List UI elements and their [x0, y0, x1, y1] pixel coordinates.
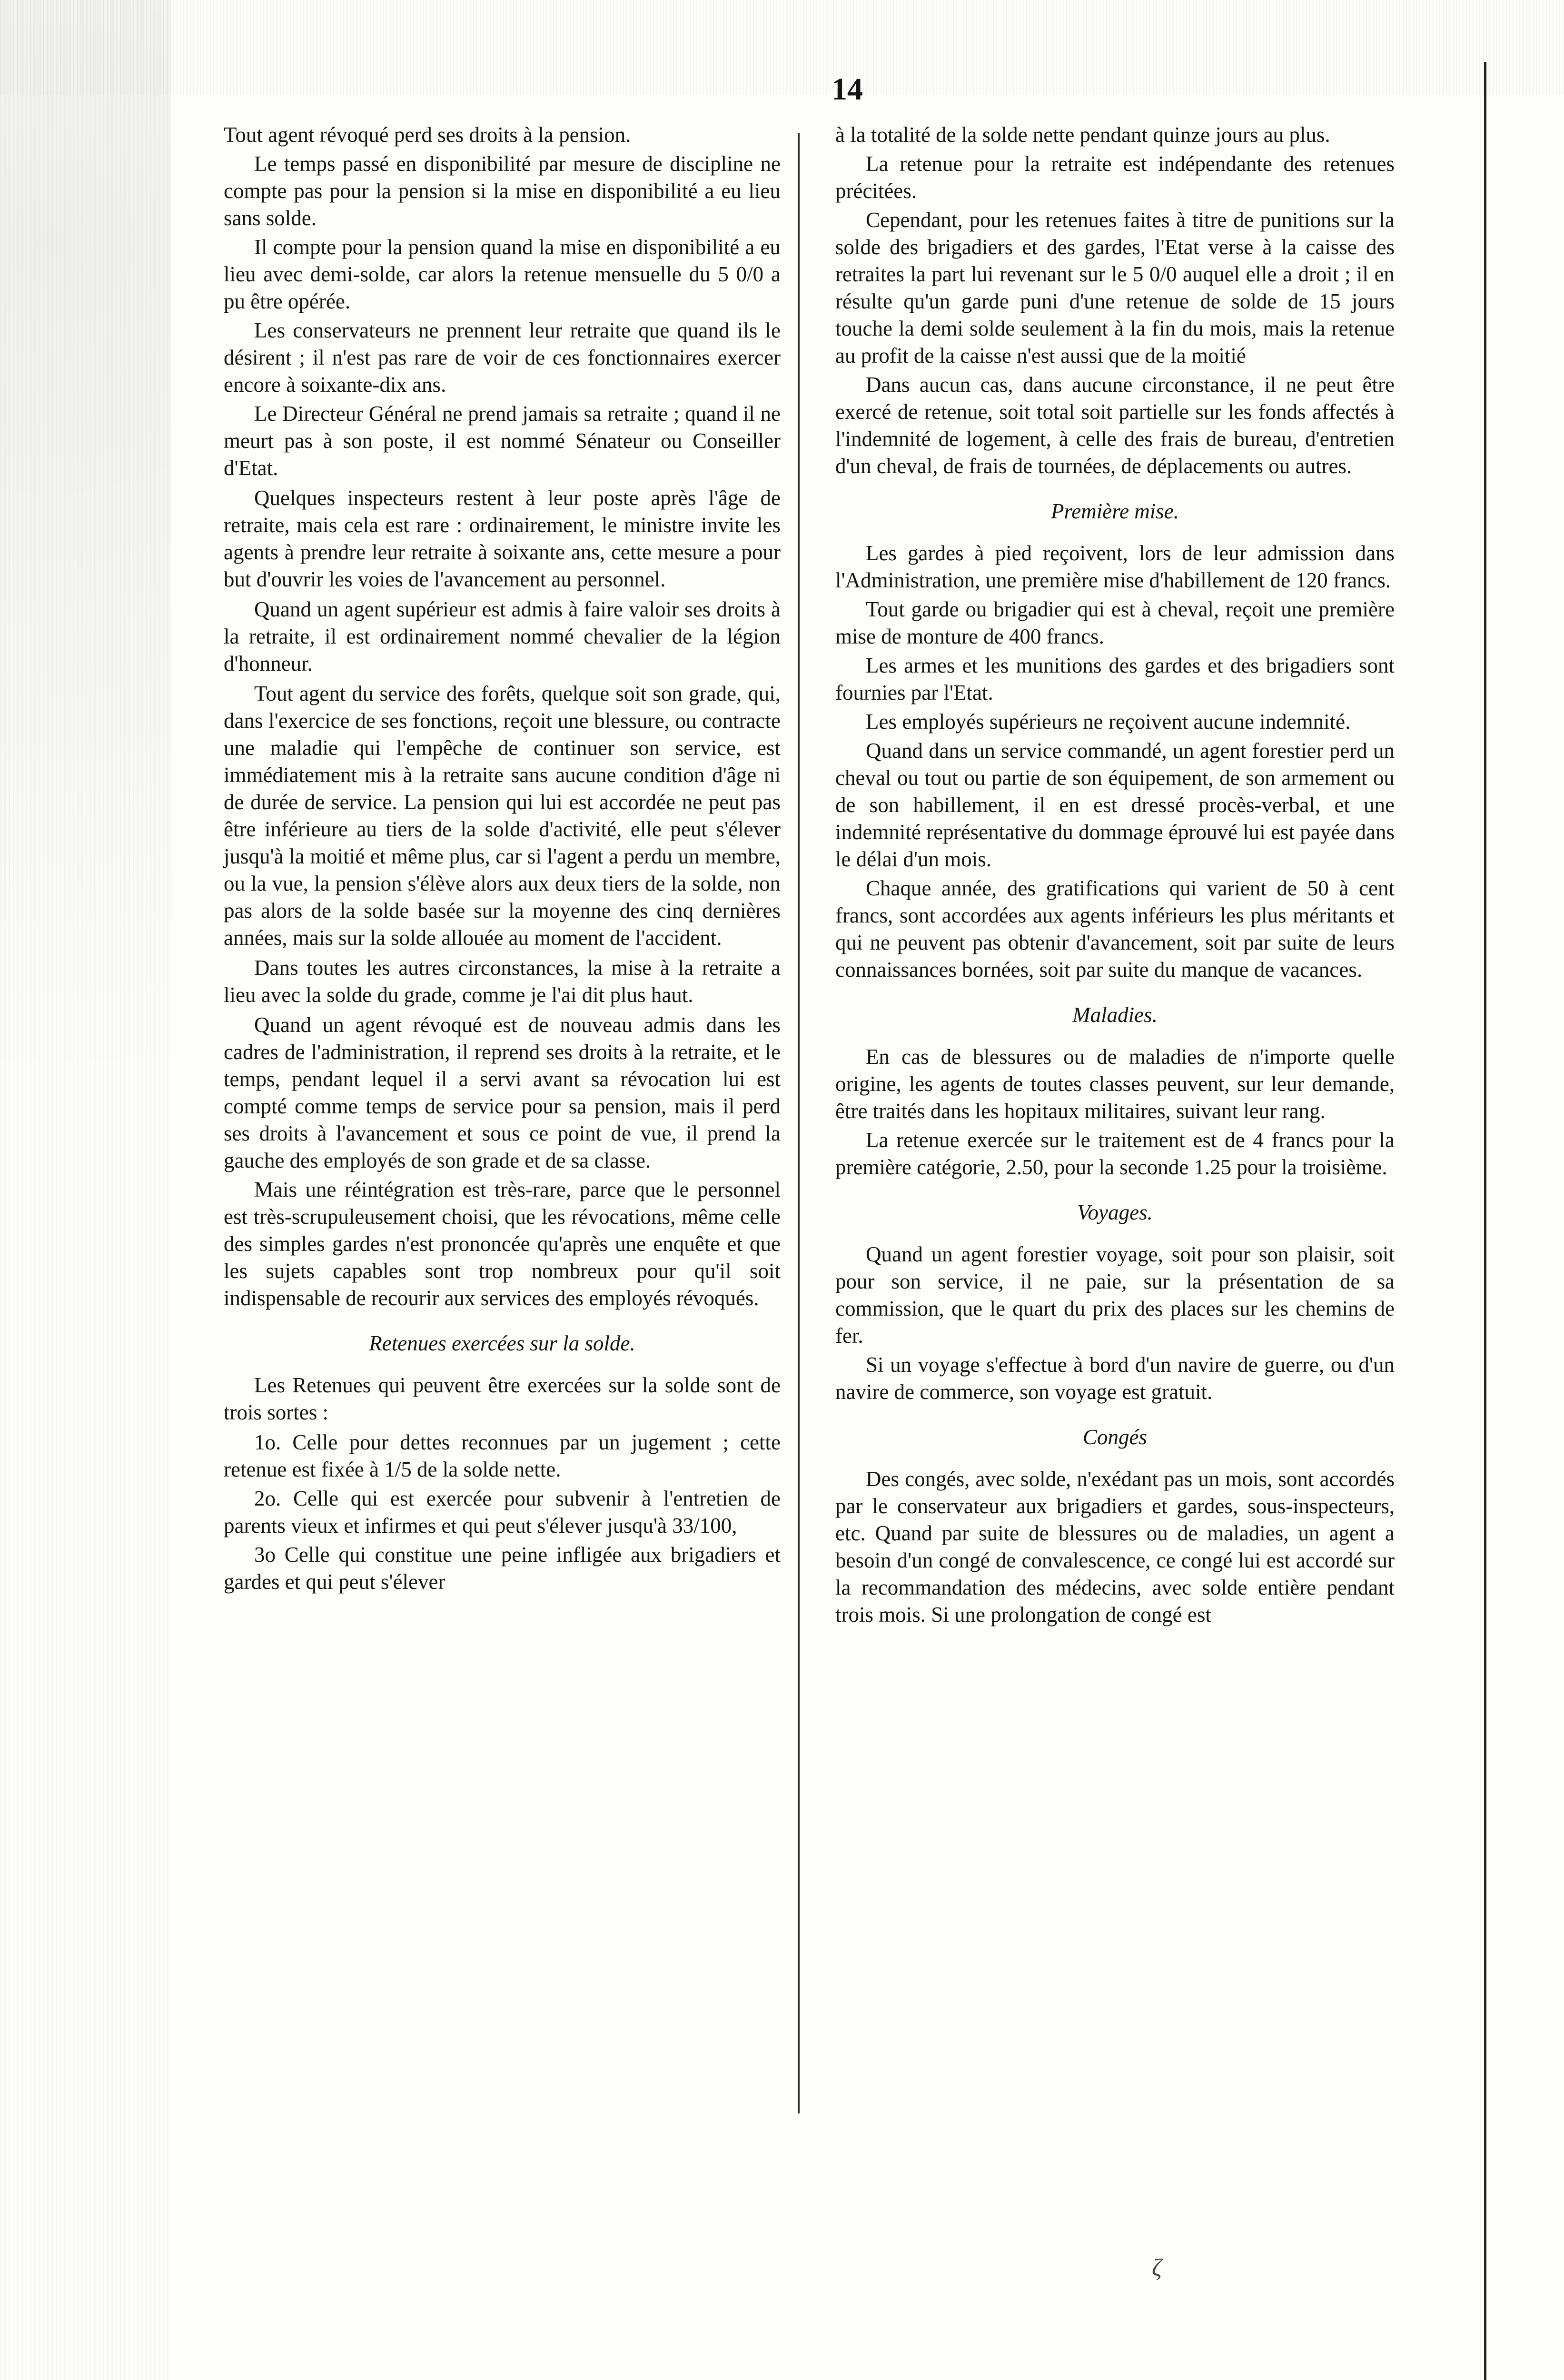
section-heading-maladies: Maladies.: [1072, 1003, 1158, 1027]
paragraph: Quelques inspecteurs restent à leur poste après l'âge de retraite, mais cela est rare : ordinairement, le ministre invite les agents à prendre leur retraite à soixante ans, cette mesure a pour but d'ouvrir les voies de l'avancement au personnel.: [224, 486, 781, 591]
paragraph: Le temps passé en disponibilité par mesure de discipline ne compte pas pour la pension si la mise en disponibilité a eu lieu sans solde.: [224, 152, 781, 230]
paragraph: Tout agent révoqué perd ses droits à la pension.: [224, 123, 631, 147]
paragraph: Les armes et les munitions des gardes et des brigadiers sont fournies par l'Etat.: [835, 654, 1395, 704]
paragraph: Les employés supérieurs ne reçoivent aucune indemnité.: [866, 710, 1351, 734]
paragraph: Les gardes à pied reçoivent, lors de leur admission dans l'Administration, une première mise d'habillement de 120 francs.: [835, 541, 1395, 592]
paragraph: La retenue pour la retraite est indépendante des retenues précitées.: [835, 152, 1395, 203]
left-column: [224, 121, 781, 1597]
pencil-mark: ζ: [1152, 2254, 1162, 2281]
paragraph: Des congés, avec solde, n'exédant pas un mois, sont accordés par le conservateur aux brigadiers et gardes, sous-inspecteurs, etc. Quand par suite de blessures ou de maladies, un agent a besoin d'un congé de convalescence, ce congé lui est accordé sur la recommandation des médecins, avec solde entière pendant trois mois. Si une prolongation de congé est: [835, 1467, 1395, 1626]
paragraph: La retenue exercée sur le traitement est de 4 francs pour la première catégorie, 2.50, pour la seconde 1.25 pour la troisième.: [835, 1128, 1395, 1179]
paragraph: Tout garde ou brigadier qui est à cheval, reçoit une première mise de monture de 400 francs.: [835, 597, 1395, 648]
paragraph: En cas de blessures ou de maladies de n'importe quelle origine, les agents de toutes classes peuvent, sur leur demande, être traités dans les hopitaux militaires, suivant leur rang.: [835, 1045, 1395, 1123]
paragraph: Les conservateurs ne prennent leur retraite que quand ils le désirent ; il n'est pas rare de voir de ces fonctionnaires exercer encore à soixante-dix ans.: [224, 318, 781, 397]
paragraph: Quand dans un service commandé, un agent forestier perd un cheval ou tout ou partie de son équipement, de son armement ou de son habillement, il en est dressé procès-verbal, et une indemnité représentative du dommage éprouvé lui est payée dans le délai d'un mois.: [835, 739, 1395, 871]
paragraph: Mais une réintégration est très-rare, parce que le personnel est très-scrupuleusement choisi, que les révocations, même celle des simples gardes n'est prononcée qu'après une enquête et que les sujets capables sont trop nombreux pour qu'il soit indispensable de recourir aux services des employés révoqués.: [224, 1178, 781, 1310]
section-heading-conges: Congés: [1083, 1425, 1147, 1449]
list-item: 1o. Celle pour dettes reconnues par un jugement ; cette retenue est fixée à 1/5 de la solde nette.: [224, 1430, 781, 1481]
list-item: 2o. Celle qui est exercée pour subvenir à l'entretien de parents vieux et infirmes et qui peut s'élever jusqu'à 33/100,: [224, 1487, 781, 1537]
paragraph: Il compte pour la pension quand la mise en disponibilité a eu lieu avec demi-solde, car alors la retenue mensuelle du 5 0/0 a pu être opérée.: [224, 235, 781, 313]
paragraph: Quand un agent supérieur est admis à faire valoir ses droits à la retraite, il est ordinairement nommé chevalier de la légion d'honneur.: [224, 597, 781, 675]
paragraph: Dans aucun cas, dans aucune circonstance, il ne peut être exercé de retenue, soit total soit partielle sur les fonds affectés à l'indemnité de logement, à celle des frais de bureau, d'entretien d'un cheval, de frais de tournées, de déplacements ou autres.: [835, 373, 1395, 478]
paragraph: Quand un agent forestier voyage, soit pour son plaisir, soit pour son service, il ne paie, sur la présentation de sa commission, que le quart du prix des places sur les chemins de fer.: [835, 1242, 1395, 1348]
paragraph: Chaque année, des gratifications qui varient de 50 à cent francs, sont accordées aux agents inférieurs les plus méritants et qui ne peuvent pas obtenir d'avancement, soit par suite de leurs connaissances bornées, soit par suite du manque de vacances.: [835, 876, 1395, 982]
scan-noise-top: [0, 0, 1564, 95]
column-divider: [798, 133, 800, 2113]
paragraph: Cependant, pour les retenues faites à titre de punitions sur la solde des brigadiers et des gardes, l'Etat verse à la caisse des retraites la part lui revenant sur le 5 0/0 auquel elle a droit ; il en résulte qu'un garde puni d'une retenue de solde de 15 jours touche la demi solde seulement à la fin du mois, mais la retenue au profit de la caisse n'est aussi que de la moitié: [835, 208, 1395, 367]
paragraph: Quand un agent révoqué est de nouveau admis dans les cadres de l'administration, il reprend ses droits à la retraite, et le temps, pendant lequel il a servi avant sa révocation lui est compté comme temps de service pour sa pension, mais il perd ses droits à l'avancement et sous ce point de vue, il prend la gauche des employés de son grade et de sa classe.: [224, 1013, 781, 1172]
list-item: 3o Celle qui constitue une peine infligée aux brigadiers et gardes et qui peut s'élever: [224, 1543, 781, 1594]
section-heading-voyages: Voyages.: [1077, 1200, 1153, 1224]
page-number: 14: [831, 72, 863, 107]
paragraph: Si un voyage s'effectue à bord d'un navire de guerre, ou d'un navire de commerce, son voyage est gratuit.: [835, 1353, 1395, 1404]
section-heading-retenues: Retenues exercées sur la solde.: [369, 1331, 635, 1355]
paragraph: Dans toutes les autres circonstances, la mise à la retraite a lieu avec la solde du grade, comme je l'ai dit plus haut.: [224, 956, 781, 1007]
paragraph: Tout agent du service des forêts, quelque soit son grade, qui, dans l'exercice de ses fonctions, reçoit une blessure, ou contracte une maladie qui l'empêche de continuer son service, est immédiatement mis à la retraite sans aucune condition d'âge ni de durée de service. La pension qui lui est accordée ne peut pas être inférieure au tiers de la solde d'activité, elle peut s'élever jusqu'à la moitié et même plus, car si l'agent a perdu un membre, ou la vue, la pension s'élève alors aux deux tiers de la solde, non pas alors de la solde basée sur la moyenne des cinq dernières années, mais sur la solde allouée au moment de l'accident.: [224, 682, 781, 950]
scan-noise-left-edge: [0, 0, 171, 2380]
right-column: [835, 121, 1395, 1630]
paragraph: Le Directeur Général ne prend jamais sa retraite ; quand il ne meurt pas à son poste, il est nommé Sénateur ou Conseiller d'Etat.: [224, 402, 781, 480]
right-margin-rule: [1484, 62, 1486, 2380]
section-heading-premiere-mise: Première mise.: [1050, 499, 1179, 523]
paragraph: Les Retenues qui peuvent être exercées sur la solde sont de trois sortes :: [224, 1373, 781, 1424]
paragraph: à la totalité de la solde nette pendant quinze jours au plus.: [835, 123, 1330, 147]
